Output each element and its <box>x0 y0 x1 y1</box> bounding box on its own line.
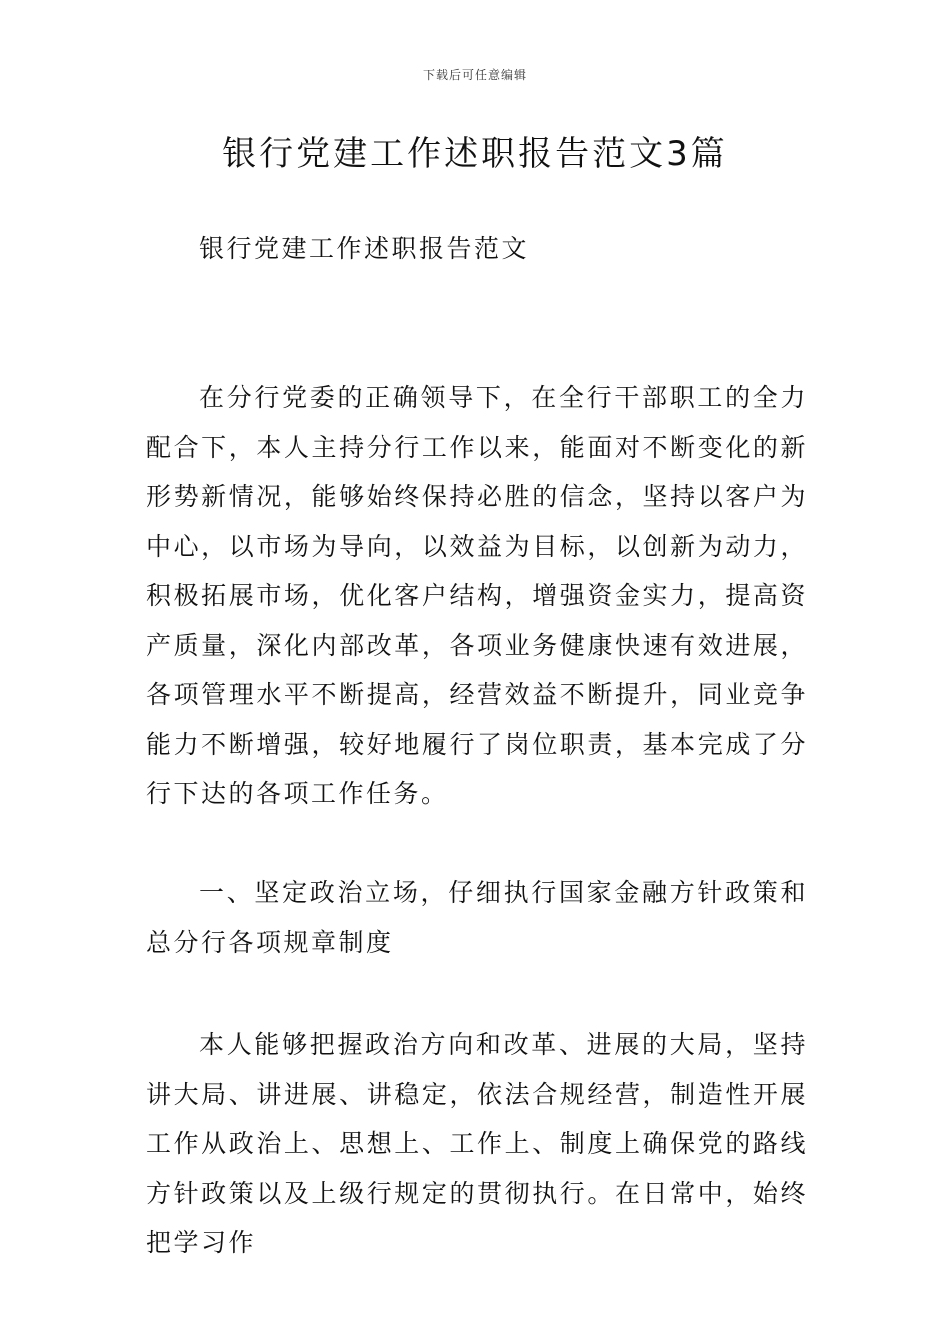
paragraph-section-1: 本人能够把握政治方向和改革、进展的大局，坚持讲大局、讲进展、讲稳定，依法合规经营，制造性开展工作从政治上、思想上、工作上、制度上确保党的路线方针政策以及上级行规定的贯彻执行。在日常中，始终把学习作 <box>146 1030 808 1257</box>
header-note: 下载后可任意编辑 <box>422 68 527 82</box>
document-subtitle: 银行党建工作述职报告范文 <box>199 234 530 263</box>
paragraph-intro: 在分行党委的正确领导下，在全行干部职工的全力配合下，本人主持分行工作以来，能面对不断变化的新形势新情况，能够始终保持必胜的信念，坚持以客户为中心，以市场为导向，以效益为目标，以创新为动力，积极拓展市场，优化客户结构，增强资金实力，提高资产质量，深化内部改革，各项业务健康快速有效进展，各项管理水平不断提高，经营效益不断提升，同业竞争能力不断增强，较好地履行了岗位职责，基本完成了分行下达的各项工作任务。 <box>146 383 808 808</box>
document-title: 银行党建工作述职报告范文3篇 <box>222 134 728 174</box>
section-heading-1: 一、坚定政治立场，仔细执行国家金融方针政策和总分行各项规章制度 <box>146 878 808 957</box>
